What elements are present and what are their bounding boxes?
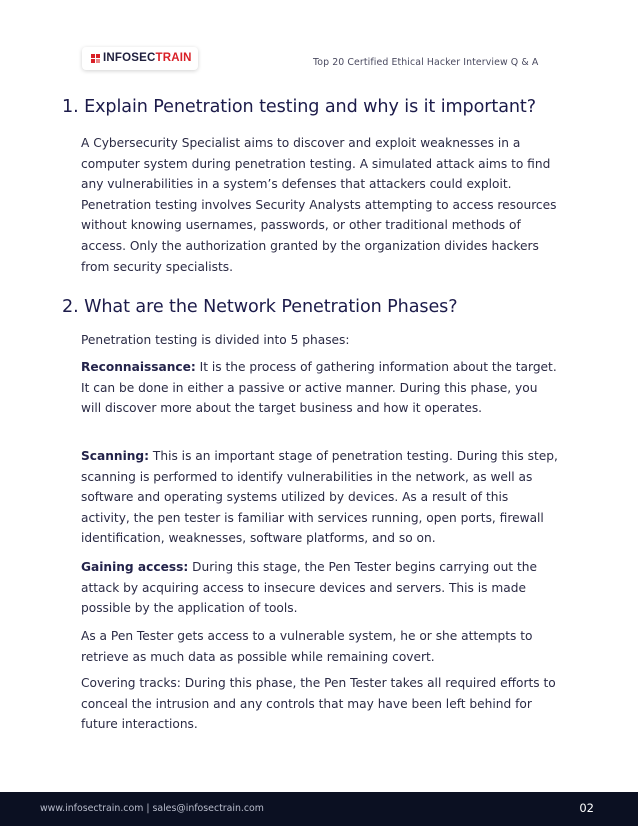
footer-contact: www.infosectrain.com | sales@infosectrain.com — [40, 803, 264, 814]
logo-text-part1: INFOSEC — [103, 51, 156, 64]
phase-gaining-access — [81, 557, 559, 619]
phase-reconnaissance — [81, 357, 559, 419]
document-title: Top 20 Certified Ethical Hacker Interview Q & A — [313, 57, 539, 68]
phase-gaining-access-text: During this stage, the Pen Tester begins carrying out the attack by acquiring access to insecure devices and servers. This is made possible by the application of tools. — [81, 560, 537, 616]
phase-maintaining-access: As a Pen Tester gets access to a vulnerable system, he or she attempts to retrieve as much data as possible while remaining covert. — [81, 629, 533, 664]
question-1-answer: A Cybersecurity Specialist aims to discover and exploit weaknesses in a computer system during penetration testing. A simulated attack aims to find any vulnerabilities in a system’s defenses that attackers could exploit. Penetration testing involves Security Analysts attempting to access resources without knowing usernames, passwords, or other traditional methods of access. Only the authorization granted by the organization divides hackers from security specialists. — [81, 136, 557, 274]
question-2-intro: Penetration testing is divided into 5 phases: — [81, 333, 350, 347]
logo — [82, 47, 198, 70]
question-2-heading: 2. What are the Network Penetration Phases? — [62, 297, 458, 317]
logo-text — [103, 53, 192, 65]
question-1-heading: 1. Explain Penetration testing and why is it important? — [62, 97, 536, 117]
phase-gaining-access-label: Gaining access: — [81, 560, 189, 574]
phase-reconnaissance-text: It is the process of gathering information about the target. It can be done in either a passive or active manner. During this phase, you will discover more about the target business and how it operates. — [81, 360, 557, 416]
page-number: 02 — [579, 801, 594, 815]
phase-reconnaissance-label: Reconnaissance: — [81, 360, 196, 374]
logo-text-part2: TRAIN — [155, 51, 192, 64]
logo-mark-icon — [91, 54, 100, 63]
footer — [0, 792, 638, 826]
phase-scanning-label: Scanning: — [81, 449, 150, 463]
phase-scanning — [81, 446, 559, 549]
phase-scanning-text: This is an important stage of penetration testing. During this step, scanning is performed to identify vulnerabilities in the network, as well as software and operating systems utilized by devices. As a result of this activity, the pen tester is familiar with services running, open ports, firewall identification, weaknesses, software platforms, and so on. — [81, 449, 558, 546]
phase-covering-tracks: Covering tracks: During this phase, the Pen Tester takes all required efforts to conceal the intrusion and any controls that may have been left behind for future interactions. — [81, 676, 556, 732]
